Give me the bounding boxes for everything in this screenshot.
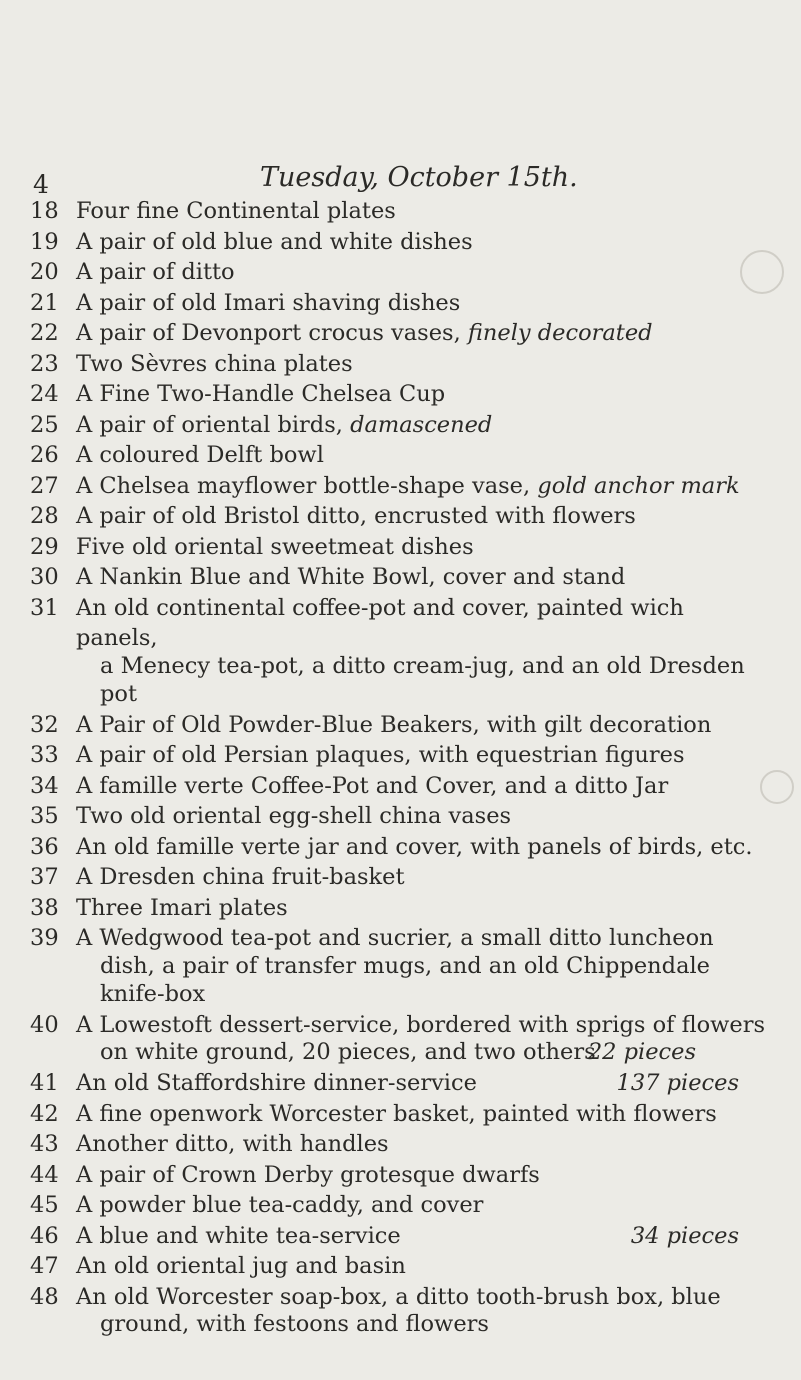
lot-item: [0, 562, 801, 593]
lot-description-line2: [76, 1040, 771, 1064]
lot-description: [76, 893, 771, 924]
lot-item: [0, 593, 801, 706]
lot-number: 32: [30, 711, 59, 738]
lot-description-main: A Chelsea mayflower bottle-shape vase,: [76, 472, 531, 499]
lot-item: [0, 862, 801, 893]
lot-description-main: An old oriental jug and basin: [76, 1253, 406, 1279]
lot-description: [76, 1160, 771, 1191]
lot-description-main: Two Sèvres china plates: [76, 350, 353, 377]
lot-item: [0, 1160, 801, 1191]
lot-number: 42: [30, 1100, 59, 1127]
lot-description-main: A powder blue tea-caddy, and cover: [76, 1192, 484, 1218]
lot-description: [76, 1010, 771, 1041]
lot-number: 22: [30, 320, 59, 346]
lot-description-main: A Wedgwood tea-pot and sucrier, a small ditto luncheon: [76, 925, 714, 951]
lot-description: [76, 710, 771, 741]
lot-number: 44: [30, 1161, 59, 1188]
lot-item: [0, 1282, 801, 1337]
lot-number: 41: [30, 1070, 59, 1096]
lot-number: 18: [30, 198, 59, 224]
lot-item: [0, 257, 801, 288]
lot-description-main: A pair of old Imari shaving dishes: [76, 289, 461, 316]
lot-item: [0, 288, 801, 319]
lot-description-main: A pair of ditto: [76, 259, 235, 285]
lot-item: [0, 1221, 801, 1252]
lot-item: [0, 1068, 801, 1099]
lot-item: [0, 801, 801, 832]
lot-description: [76, 196, 771, 227]
lot-description-line2: [76, 654, 771, 678]
lot-description: [76, 471, 771, 502]
lot-description-italic: finely decorated: [467, 320, 653, 346]
lot-number: 21: [30, 289, 59, 316]
lot-number: 19: [30, 228, 59, 255]
page-heading: Tuesday, October 15th.: [260, 162, 578, 193]
lot-description-line2-text: ground, with festoons and flowers: [100, 1311, 489, 1337]
lot-description-main: A pair of old Bristol ditto, encrusted with flowers: [76, 503, 636, 529]
lot-number: 37: [30, 864, 59, 890]
lot-description-main: A coloured Delft bowl: [76, 442, 324, 468]
lot-description-line2: [76, 954, 771, 978]
lot-description-main: A Fine Two-Handle Chelsea Cup: [76, 381, 446, 407]
lot-number: 31: [30, 594, 59, 621]
lot-item: [0, 1099, 801, 1130]
lot-description: [76, 1282, 771, 1313]
lot-number: 28: [30, 503, 59, 529]
lot-number: 45: [30, 1192, 59, 1218]
lot-quantity: 22 pieces: [587, 1039, 696, 1065]
lot-number: 47: [30, 1253, 59, 1279]
lot-item: [0, 227, 801, 258]
lot-description: [76, 740, 771, 771]
lot-number: 33: [30, 742, 59, 768]
lot-description-main: An old continental coffee-pot and cover, painted wich panels,: [76, 594, 684, 651]
lot-number: 24: [30, 381, 59, 407]
lot-item: [0, 740, 801, 771]
lot-description: [76, 832, 771, 863]
lot-item: [0, 196, 801, 227]
lot-description: [76, 1099, 771, 1130]
lot-description-main: A pair of Devonport crocus vases,: [76, 320, 461, 346]
lot-description-main: A pair of oriental birds,: [76, 411, 343, 438]
lot-description: [76, 1190, 771, 1221]
lot-description-italic: damascened: [350, 411, 493, 438]
lot-number: 29: [30, 533, 59, 560]
lot-description: [76, 801, 771, 832]
lot-description-line2-text: a Menecy tea-pot, a ditto cream-jug, and an old Dresden: [100, 652, 745, 679]
lot-description-main: Four fine Continental plates: [76, 198, 396, 224]
lot-description: [76, 410, 771, 441]
lot-item: [0, 501, 801, 532]
lot-description-line3: knife-box: [100, 980, 206, 1007]
lot-description: [76, 923, 771, 954]
lot-description-main: A Lowestoft dessert-service, bordered with sprigs of flowers: [76, 1011, 766, 1038]
lot-description-main: Another ditto, with handles: [76, 1131, 389, 1157]
lot-description-main: An old Worcester soap-box, a ditto tooth-brush box, blue: [76, 1283, 721, 1310]
lot-number: 36: [30, 833, 59, 860]
lot-description: [76, 862, 771, 893]
lot-description: [76, 562, 771, 593]
lot-item: [0, 440, 801, 471]
lot-description: [76, 318, 771, 349]
lot-item: [0, 771, 801, 802]
lot-number: 26: [30, 442, 59, 468]
lot-description-main: A pair of old Persian plaques, with equestrian figures: [76, 742, 685, 768]
lot-description-main: A Dresden china fruit-basket: [76, 864, 405, 890]
lot-description-main: An old Staffordshire dinner-service: [76, 1070, 477, 1096]
lot-description-main: A fine openwork Worcester basket, painted with flowers: [76, 1100, 717, 1127]
lot-description: [76, 379, 771, 410]
lot-number: 39: [30, 925, 59, 951]
lot-description: [76, 593, 771, 654]
lot-description-line3: pot: [100, 680, 137, 707]
page-number: 4: [33, 170, 49, 199]
lot-description-main: A blue and white tea-service: [76, 1222, 401, 1249]
lot-description: [76, 501, 771, 532]
lot-description: [76, 1251, 771, 1282]
lot-description-main: An old famille verte jar and cover, with panels of birds, etc.: [76, 833, 753, 860]
lot-item: [0, 318, 801, 349]
lot-quantity: 137 pieces: [616, 1070, 739, 1096]
lot-description: [76, 1129, 771, 1160]
lot-number: 34: [30, 772, 59, 799]
lot-description: [76, 257, 771, 288]
lot-number: 46: [30, 1222, 59, 1249]
lot-description-main: A famille verte Coffee-Pot and Cover, and a ditto Jar: [76, 772, 669, 799]
lot-item: [0, 471, 801, 502]
lot-description-main: A Nankin Blue and White Bowl, cover and stand: [76, 564, 626, 590]
lot-description-main: A pair of old blue and white dishes: [76, 228, 473, 255]
lot-description-main: Five old oriental sweetmeat dishes: [76, 533, 474, 560]
lot-item: [0, 710, 801, 741]
lot-item: [0, 832, 801, 863]
lot-item: [0, 1129, 801, 1160]
lot-description: [76, 771, 771, 802]
lot-description-italic: gold anchor mark: [537, 472, 740, 499]
lot-item: [0, 410, 801, 441]
lot-number: 40: [30, 1011, 59, 1038]
lot-number: 48: [30, 1283, 59, 1310]
lot-description-main: A Pair of Old Powder-Blue Beakers, with gilt decoration: [76, 711, 712, 738]
lot-number: 27: [30, 472, 59, 499]
lot-description-line2-text: on white ground, 20 pieces, and two others: [100, 1039, 596, 1065]
lot-description: [76, 440, 771, 471]
lot-number: 23: [30, 350, 59, 377]
lot-number: 43: [30, 1131, 59, 1157]
lot-item: [0, 923, 801, 1006]
lot-description: [76, 227, 771, 258]
lot-item: [0, 349, 801, 380]
lot-description: [76, 288, 771, 319]
lot-number: 25: [30, 411, 59, 438]
lot-item: [0, 532, 801, 563]
lot-description: [76, 532, 771, 563]
lot-number: 38: [30, 894, 59, 921]
lot-description-line2: [76, 1312, 771, 1336]
lot-item: [0, 1190, 801, 1221]
lot-item: [0, 893, 801, 924]
lot-number: 20: [30, 259, 59, 285]
lot-description-main: Three Imari plates: [76, 894, 288, 921]
lot-quantity: 34 pieces: [630, 1222, 739, 1249]
lot-item: [0, 1010, 801, 1065]
lot-description-main: Two old oriental egg-shell china vases: [76, 803, 512, 829]
lot-description-main: A pair of Crown Derby grotesque dwarfs: [76, 1161, 540, 1188]
lot-number: 35: [30, 803, 59, 829]
lot-description-line2-text: dish, a pair of transfer mugs, and an old Chippendale: [100, 952, 710, 979]
lot-list: [0, 196, 801, 1340]
lot-item: [0, 379, 801, 410]
lot-item: [0, 1251, 801, 1282]
lot-description: [76, 349, 771, 380]
lot-number: 30: [30, 564, 59, 590]
